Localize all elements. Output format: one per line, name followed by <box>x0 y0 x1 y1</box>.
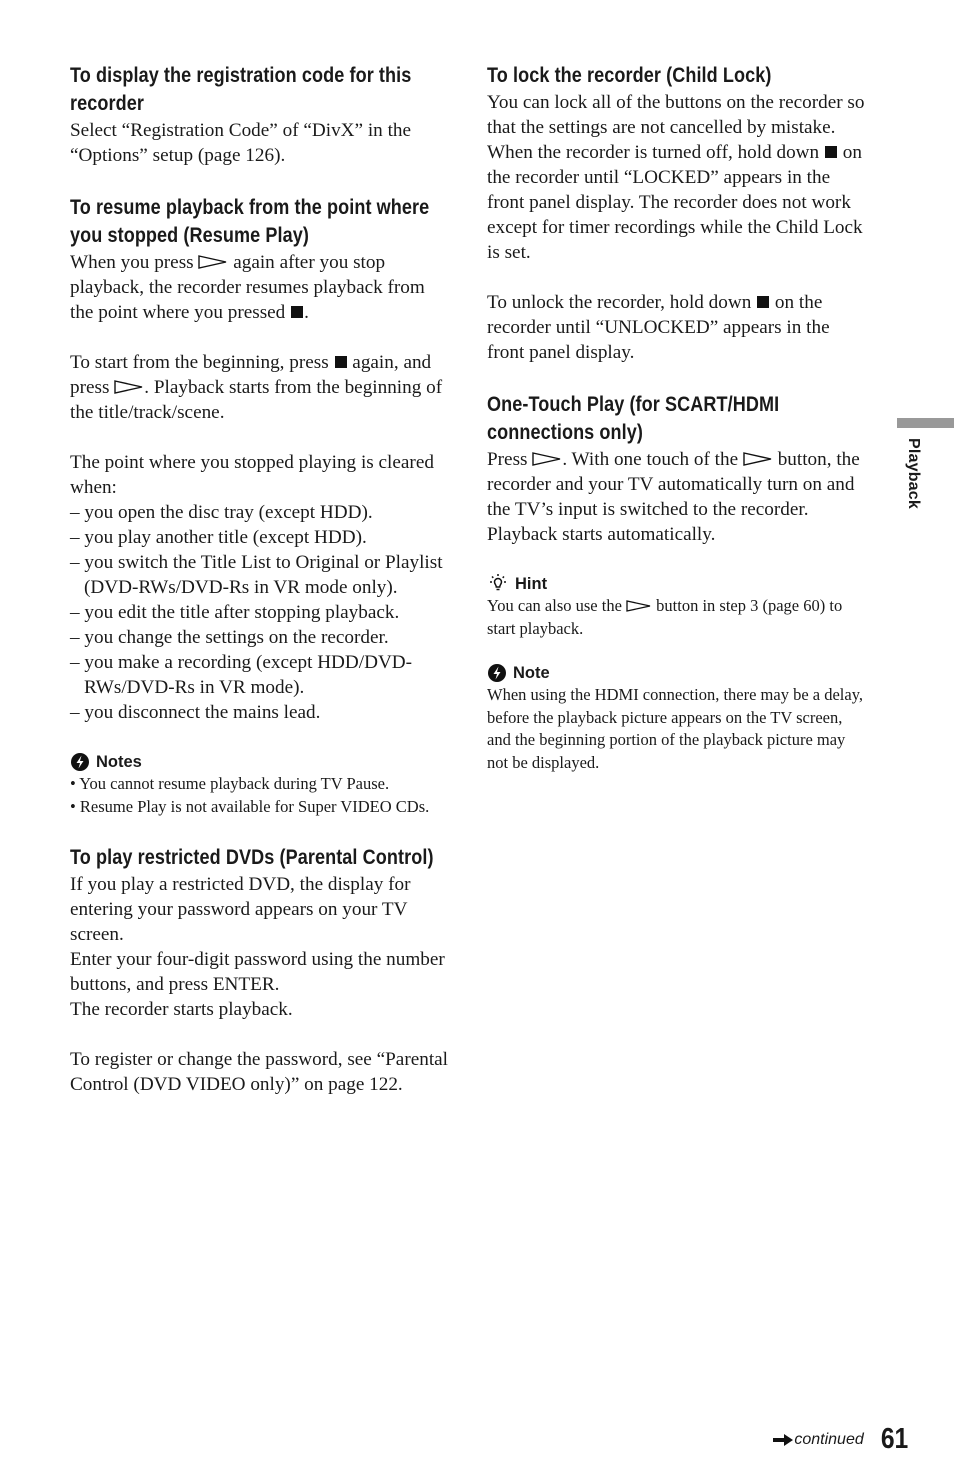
play-icon <box>626 600 652 612</box>
stop-icon <box>757 296 769 308</box>
notes-list <box>70 773 450 818</box>
section-parental-control <box>70 844 450 1097</box>
list-item: – you open the disc tray (except HDD). <box>70 500 450 525</box>
resume-p2-a: To start from the beginning, press <box>70 352 329 373</box>
parental-paragraph-3: The recorder starts playback. <box>70 999 293 1020</box>
one-touch-a: Press <box>487 449 528 470</box>
page-footer <box>772 1423 908 1455</box>
continued-label: continued <box>794 1431 864 1448</box>
child-lock-p2-a: When the recorder is turned off, hold down <box>487 142 820 163</box>
child-lock-p3-a: To unlock the recorder, hold down <box>487 292 752 313</box>
right-column <box>487 62 867 800</box>
note-text: When using the HDMI connection, there may be a delay, before the playback picture appears on the TV screen, and the beginning portion of the playback picture may not be displayed. <box>487 685 864 772</box>
hint-icon <box>487 573 509 595</box>
stop-icon <box>291 306 303 318</box>
side-tab-bar <box>897 418 954 428</box>
list-item: – you disconnect the mains lead. <box>70 700 450 725</box>
section-notes <box>70 751 450 818</box>
play-icon <box>198 255 228 269</box>
registration-code-text: Select “Registration Code” of “DivX” in the “Options” setup (page 126). <box>70 120 412 166</box>
section-hint <box>487 573 867 640</box>
child-lock-paragraph-2 <box>487 140 867 265</box>
notes-label: Notes <box>96 753 142 771</box>
one-touch-b: . With one touch of the <box>562 449 739 470</box>
child-lock-p3-b: on the recorder until “UNLOCKED” appears in the front panel display. <box>487 292 830 363</box>
list-item: – you change the settings on the recorder. <box>70 625 450 650</box>
hint-a: You can also use the <box>487 596 622 615</box>
play-icon <box>532 452 562 466</box>
section-one-touch-play <box>487 391 867 547</box>
play-icon <box>114 380 144 394</box>
stop-icon <box>825 146 837 158</box>
child-lock-p2-b: on the recorder until “LOCKED” appears in the front panel display. The recorder does not work except for timer recordings while the Child Lock is set. <box>487 142 863 263</box>
list-item: – you play another title (except HDD). <box>70 525 450 550</box>
resume-paragraph-3: The point where you stopped playing is cleared when: <box>70 452 434 498</box>
section-note <box>487 662 867 774</box>
section-resume-play <box>70 194 450 725</box>
resume-paragraph-1 <box>70 250 450 325</box>
one-touch-c: button, the recorder and your TV automatically turn on and the TV’s input is switched to the recorder. Playback starts automatically. <box>487 449 860 545</box>
heading-one-touch-play: One-Touch Play (for SCART/HDMI connections only) <box>487 393 780 444</box>
child-lock-paragraph-1: You can lock all of the buttons on the recorder so that the settings are not cancelled by mistake. <box>487 92 865 138</box>
section-child-lock <box>487 62 867 365</box>
parental-paragraph-2: Enter your four-digit password using the number buttons, and press ENTER. <box>70 949 445 995</box>
child-lock-paragraph-3 <box>487 290 867 365</box>
resume-p1-c: . <box>304 302 309 323</box>
resume-p1-a: When you press <box>70 252 194 273</box>
hint-label: Hint <box>515 575 548 593</box>
notes-heading <box>70 751 450 773</box>
list-item: • Resume Play is not available for Super VIDEO CDs. <box>70 796 450 819</box>
heading-resume-play: To resume playback from the point where you stopped (Resume Play) <box>70 196 430 247</box>
cleared-when-list <box>70 500 450 725</box>
arrow-right-icon <box>772 1433 794 1447</box>
note-heading <box>487 662 867 684</box>
note-icon <box>70 752 90 772</box>
hint-heading <box>487 573 867 595</box>
heading-registration-code: To display the registration code for this recorder <box>70 64 412 115</box>
continued-indicator <box>772 1431 863 1449</box>
list-item: – you make a recording (except HDD/DVD-RWs/DVD-Rs in VR mode). <box>70 650 450 700</box>
section-registration-code <box>70 62 450 168</box>
resume-p2-c: . Playback starts from the beginning of the title/track/scene. <box>70 377 443 423</box>
note-label: Note <box>513 664 550 682</box>
stop-icon <box>335 356 347 368</box>
side-section-label: Playback <box>905 438 922 509</box>
heading-parental-control: To play restricted DVDs (Parental Control) <box>70 846 434 869</box>
parental-paragraph-4: To register or change the password, see “Parental Control (DVD VIDEO only)” on page 122. <box>70 1049 448 1095</box>
list-item: • You cannot resume playback during TV Pause. <box>70 773 450 796</box>
heading-child-lock: To lock the recorder (Child Lock) <box>487 64 772 87</box>
resume-p2-b: again, and press <box>70 352 432 398</box>
hint-text <box>487 595 867 640</box>
hint-b: button in step 3 (page 60) to start playback. <box>487 596 843 638</box>
list-item: – you switch the Title List to Original or Playlist (DVD-RWs/DVD-Rs in VR mode only). <box>70 550 450 600</box>
one-touch-paragraph <box>487 447 867 547</box>
play-icon <box>743 452 773 466</box>
resume-paragraph-2 <box>70 350 450 425</box>
note-icon <box>487 663 507 683</box>
parental-paragraph-1: If you play a restricted DVD, the display for entering your password appears on your TV screen. <box>70 874 411 945</box>
left-column <box>70 62 450 1123</box>
page-number: 61 <box>880 1423 908 1455</box>
list-item: – you edit the title after stopping playback. <box>70 600 450 625</box>
resume-p1-b: again after you stop playback, the recorder resumes playback from the point where you pressed <box>70 252 425 323</box>
